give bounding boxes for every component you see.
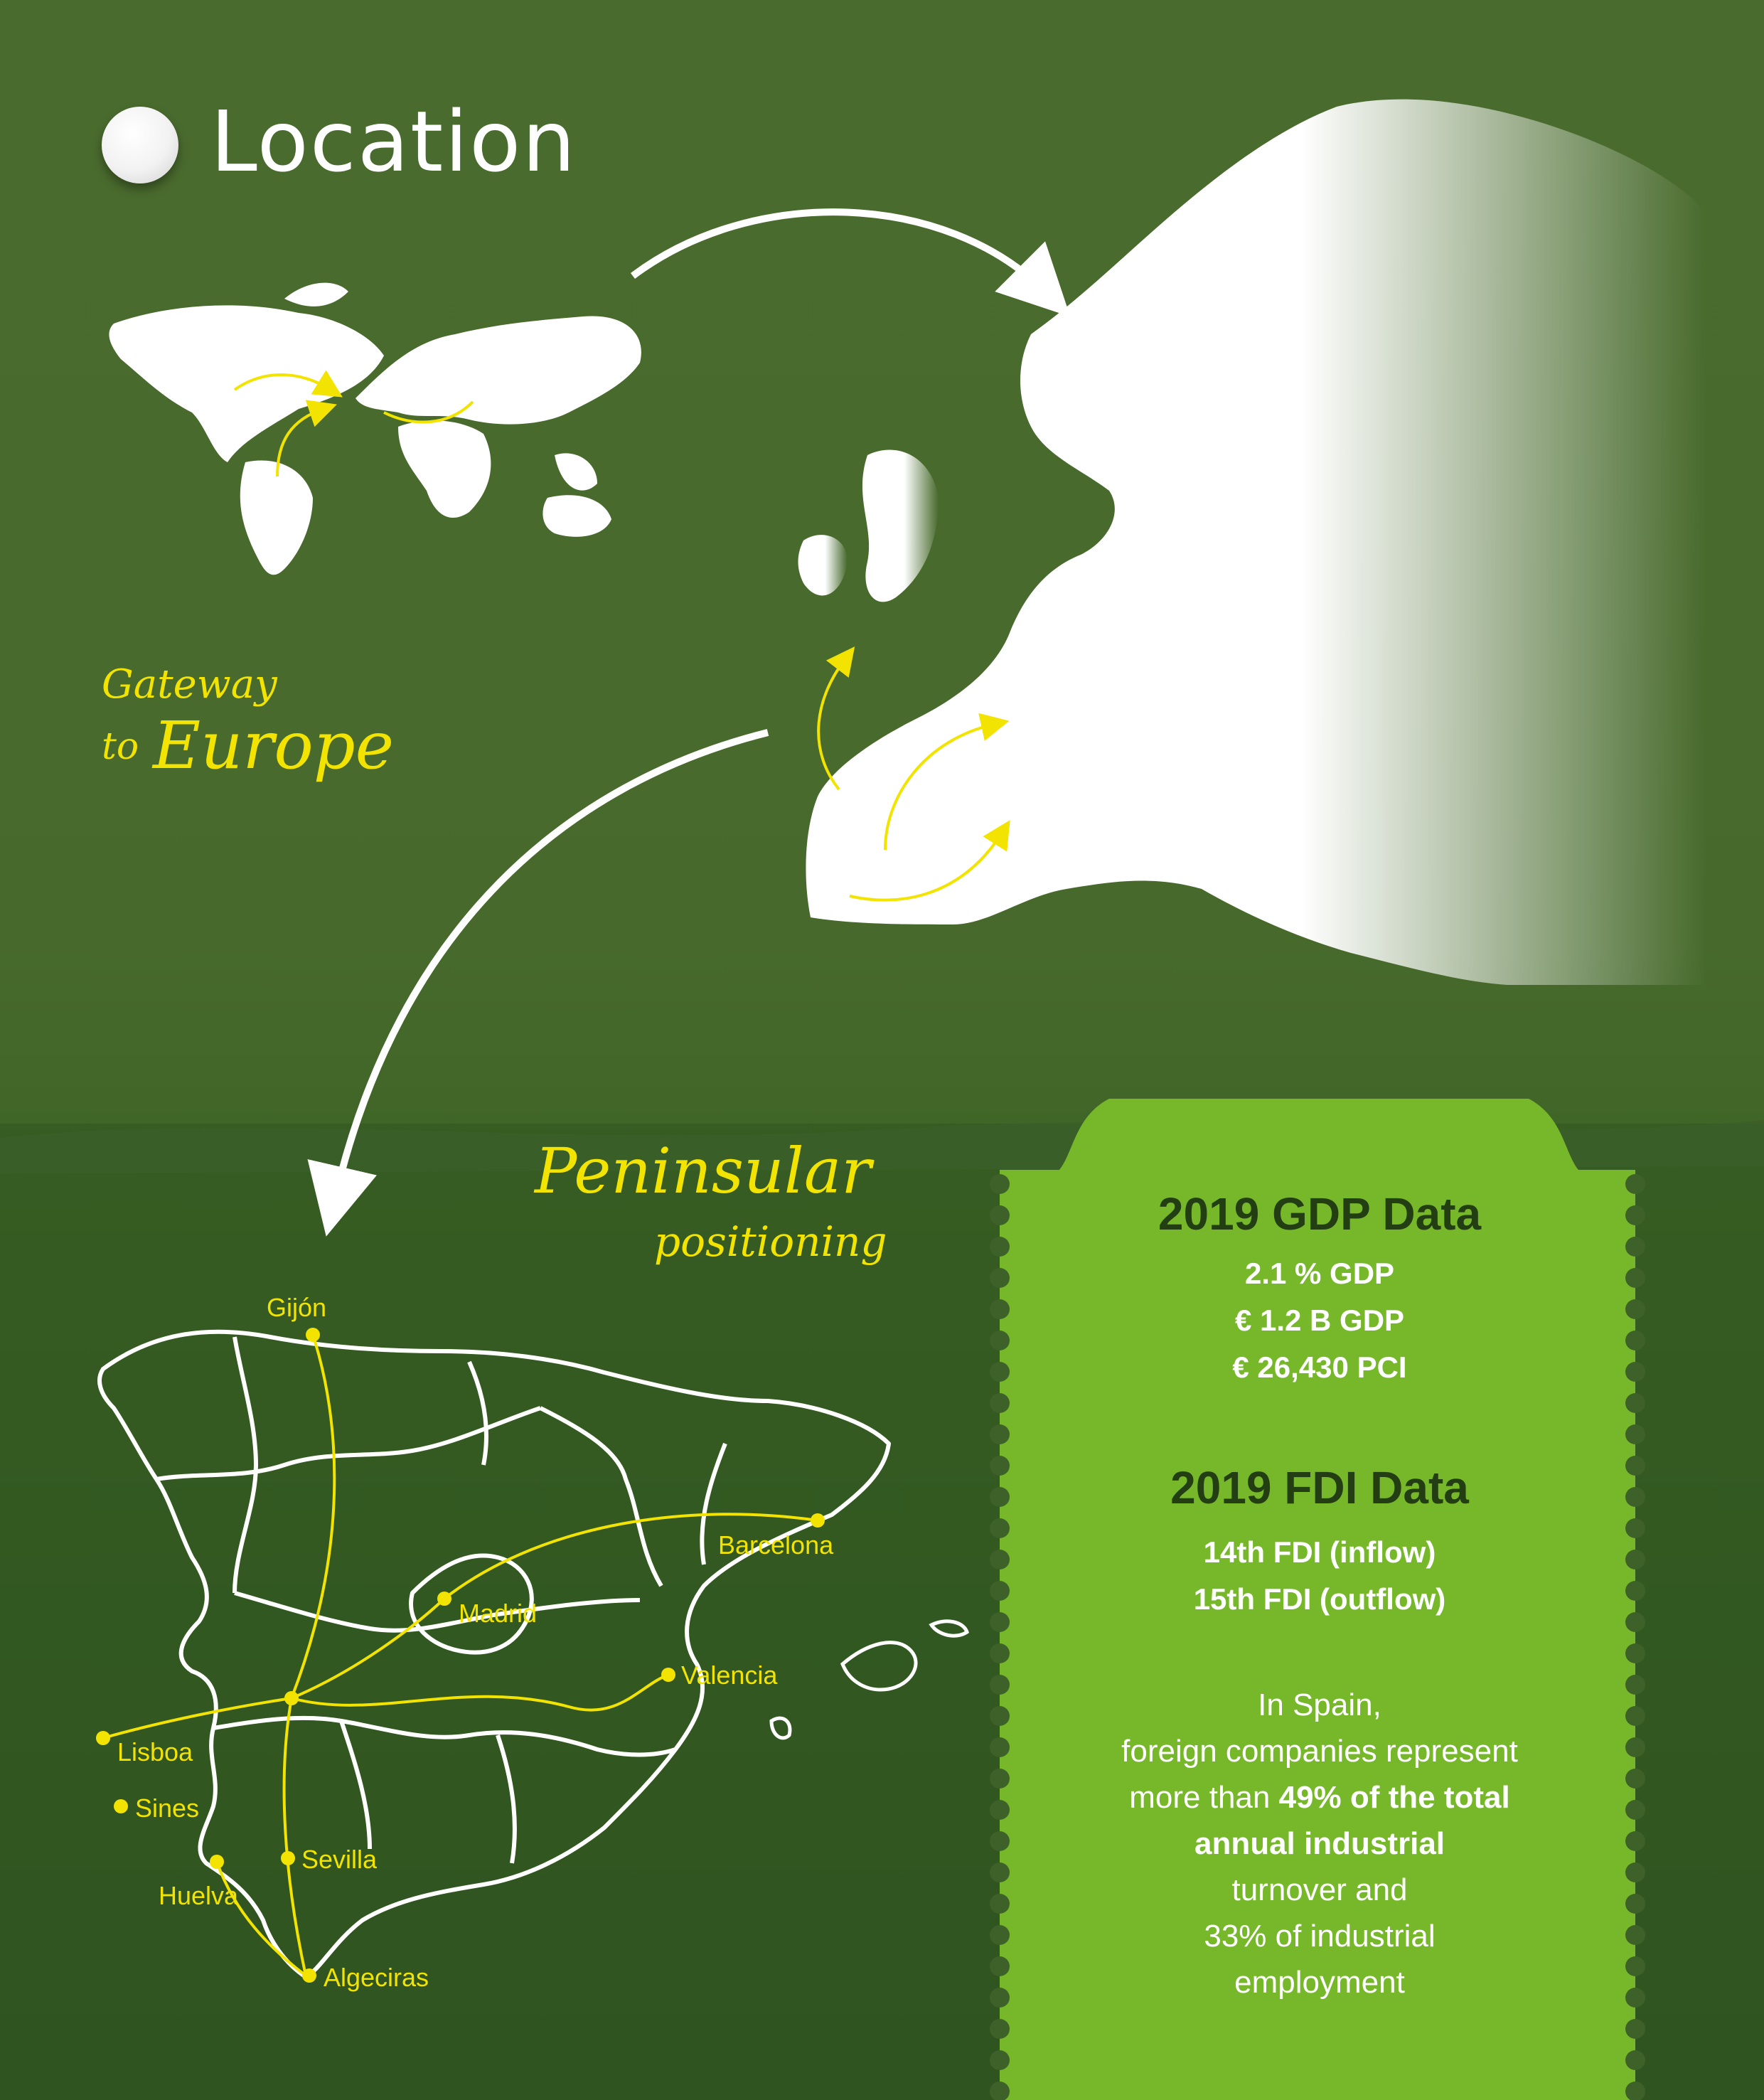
industry-paragraph [1000,1682,1640,2005]
fdi-heading: 2019 FDI Data [1170,1462,1469,1513]
scallop [1625,1643,1645,1663]
city-label-valencia: Valencia [681,1661,778,1690]
scallop [990,2019,1010,2039]
scallop [1625,1424,1645,1444]
page-title: Location [210,92,577,191]
gdp-line: € 26,430 PCI [1232,1350,1407,1384]
para-line: turnover and [1231,1872,1408,1907]
scallop [990,1393,1010,1413]
world-map [109,283,641,575]
title-bullet-icon [102,107,178,183]
gdp-line: € 1.2 B GDP [1234,1304,1405,1337]
city-label-algeciras: Algeciras [324,1963,429,1992]
fdi-line: 14th FDI (inflow) [1203,1535,1436,1569]
para-line [1000,1821,1640,1867]
city-label-lisboa: Lisboa [117,1737,193,1766]
city-label-madrid: Madrid [459,1599,538,1628]
para-line [1000,1774,1640,1821]
gateway-line2-prefix: to [102,725,139,768]
para-bold-text: annual industrial [1194,1826,1445,1861]
scallop [990,1643,1010,1663]
city-label-gijon: Gijón [267,1293,327,1322]
para-line: 33% of industrial [1204,1919,1436,1954]
scallop [990,1424,1010,1444]
scallop [990,2050,1010,2070]
city-label-huelva: Huelva [159,1881,239,1910]
gdp-list [1000,1250,1640,1391]
para-line: foreign companies represent [1121,1734,1518,1769]
gateway-line1: Gateway [102,661,277,708]
fdi-list [1000,1529,1640,1623]
city-label-sines: Sines [135,1793,200,1823]
city-label-sevilla: Sevilla [301,1845,378,1874]
gdp-heading: 2019 GDP Data [1158,1188,1482,1240]
scallop [1625,1393,1645,1413]
para-bold-text: 49% of the total [1278,1780,1510,1815]
gateway-line2-main: Europe [153,708,395,784]
europe-map [798,100,1707,985]
peninsular-line1: Peninsular [535,1134,872,1208]
para-line: employment [1234,1965,1405,2000]
gdp-line: 2.1 % GDP [1244,1257,1395,1290]
scallop [1625,2019,1645,2039]
para-text: more than [1129,1780,1279,1815]
para-line: In Spain, [1258,1688,1381,1722]
peninsular-line2: positioning [654,1217,887,1266]
city-label-barcelona: Barcelona [718,1530,834,1560]
fdi-line: 15th FDI (outflow) [1193,1582,1446,1616]
scallop [1625,2050,1645,2070]
